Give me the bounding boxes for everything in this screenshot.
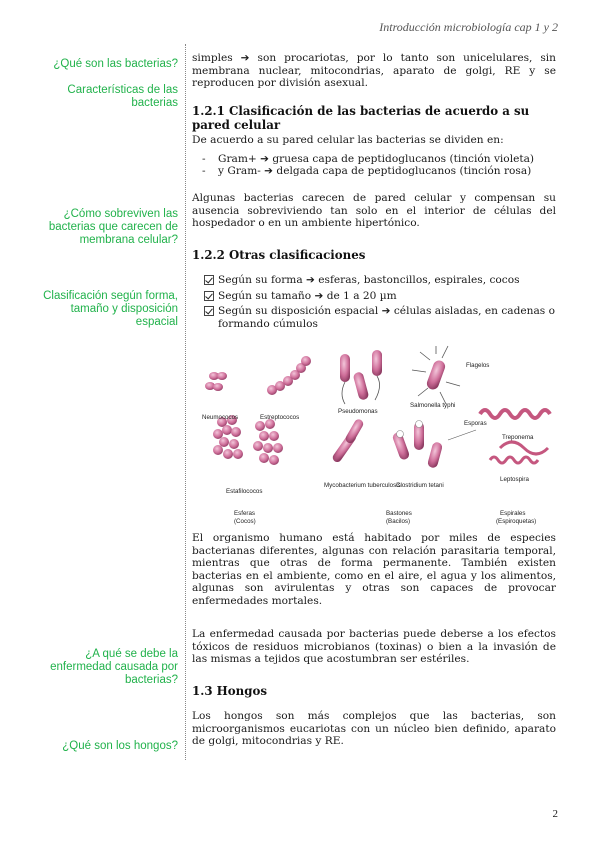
check-forma: Según su forma ➔ esferas, bastoncillos, espirales, cocos [218,274,520,286]
heading-122: 1.2.2 Otras clasificaciones [192,248,366,262]
label-esporas: Esporas [464,420,487,427]
paragraph-121: De acuerdo a su pared celular las bacterias se dividen en: [192,134,504,146]
checkbox-icon [204,275,214,285]
label-esferas: Esferas [234,510,255,517]
label-treponema: Treponema [502,434,534,441]
paragraph-intro: simples ➔ son procariotas, por lo tanto son unicelulares, sin membrana nuclear, mitocondrias, aparato de golgi, RE y se reproducen por división asexual. [192,52,556,89]
clostridium-drawing [392,421,476,469]
estreptococos-drawing [267,356,311,395]
dash-marker: - [202,152,206,165]
running-header: Introducción microbiología cap 1 y 2 [379,20,558,34]
label-mycobacterium: Mycobacterium tuberculosis [324,482,401,489]
dash-marker: - [202,165,206,177]
bacteria-shapes-figure [200,342,560,530]
label-espirales: Espirales [500,510,526,517]
classification-checklist [192,274,556,330]
label-flagelos: Flagelos [466,362,490,369]
neumococos-drawing [205,372,227,391]
paragraph-sin-pared: Algunas bacterias carecen de pared celular y compensan su ausencia sobreviviendo tan solo en el interior de células del hospedador o en un ambiente hipertónico. [192,192,556,229]
label-bastones: Bastones [386,510,412,517]
list-item [204,305,556,330]
estafilococos-drawing [213,415,283,465]
margin-note-que-son-bacterias: ¿Qué son las bacterias? [53,58,178,70]
label-salmonella: Salmonella typhi [410,402,456,409]
margin-note-clasificacion: Clasificación según forma, tamaño y disposición espacial [43,290,178,328]
section-122 [192,248,556,330]
section-121 [192,104,556,178]
label-neumococos: Neumococos [202,414,239,421]
check-tamano: Según su tamaño ➔ de 1 a 20 µm [218,289,397,302]
check-disposicion: Según su disposición espacial ➔ células aisladas, en cadenas o formando cúmulos [218,305,555,330]
mycobacterium-drawing [331,418,365,464]
label-cocos: (Cocos) [234,518,256,525]
label-espiroquetas: (Espiroquetas) [496,518,537,525]
paragraph-organismo: El organismo humano está habitado por miles de especies bacterianas diferentes, algunas con relación parasitaria temporal, mientras que otras de forma permanente. También existen bacterias en el ambiente, como en el aire, el agua y los alimentos, algunas son avirulentas y otras son capaces de provocar enfermedades mortales. [192,532,556,607]
margin-note-sin-membrana: ¿Cómo sobreviven las bacterias que carecen de membrana celular? [48,208,178,246]
margin-divider [185,44,186,760]
list-item [202,165,556,178]
list-item [204,290,556,303]
gram-positive: Gram+ ➔ gruesa capa de peptidoglucanos (tinción violeta) [218,152,535,165]
heading-121: 1.2.1 Clasificación de las bacterias de acuerdo a su pared celular [192,104,530,132]
margin-note-enfermedad: ¿A qué se debe la enfermedad causada por bacterias? [50,648,178,686]
leptospira-drawing [490,457,538,463]
page-number: 2 [552,808,558,820]
checkbox-icon [204,306,214,316]
gram-list [192,153,556,178]
list-item [202,153,556,166]
margin-note-hongos: ¿Qué son los hongos? [62,740,178,752]
checkbox-icon [204,291,214,301]
label-estafilococos: Estafilococos [226,488,263,495]
paragraph-hongos: Los hongos son más complejos que las bacterias, son microorganismos eucariotas con un núcleo bien definido, aparato de golgi, mitocondrias y RE. [192,710,556,747]
treponema-drawing [480,410,550,418]
salmonella-drawing [412,346,460,404]
list-item [204,274,556,287]
gram-negative: y Gram- ➔ delgada capa de peptidoglucanos (tinción rosa) [218,165,532,177]
label-pseudomonas: Pseudomonas [338,408,378,415]
section-13 [192,684,556,698]
heading-13: 1.3 Hongos [192,684,267,698]
paragraph-enfermedad: La enfermedad causada por bacterias puede deberse a los efectos tóxicos de residuos microbianos (toxinas) o bien a la invasión de las mismas a tejidos que acostumbran ser estériles. [192,628,556,665]
label-estreptococos: Estreptococos [260,414,300,421]
label-clostridium: Clostridium tetani [396,482,444,489]
margin-note-caracteristicas: Características de las bacterias [67,84,178,109]
label-leptospira: Leptospira [500,476,529,483]
pseudomonas-drawing [340,350,382,404]
label-bacilos: (Bacilos) [386,518,411,525]
